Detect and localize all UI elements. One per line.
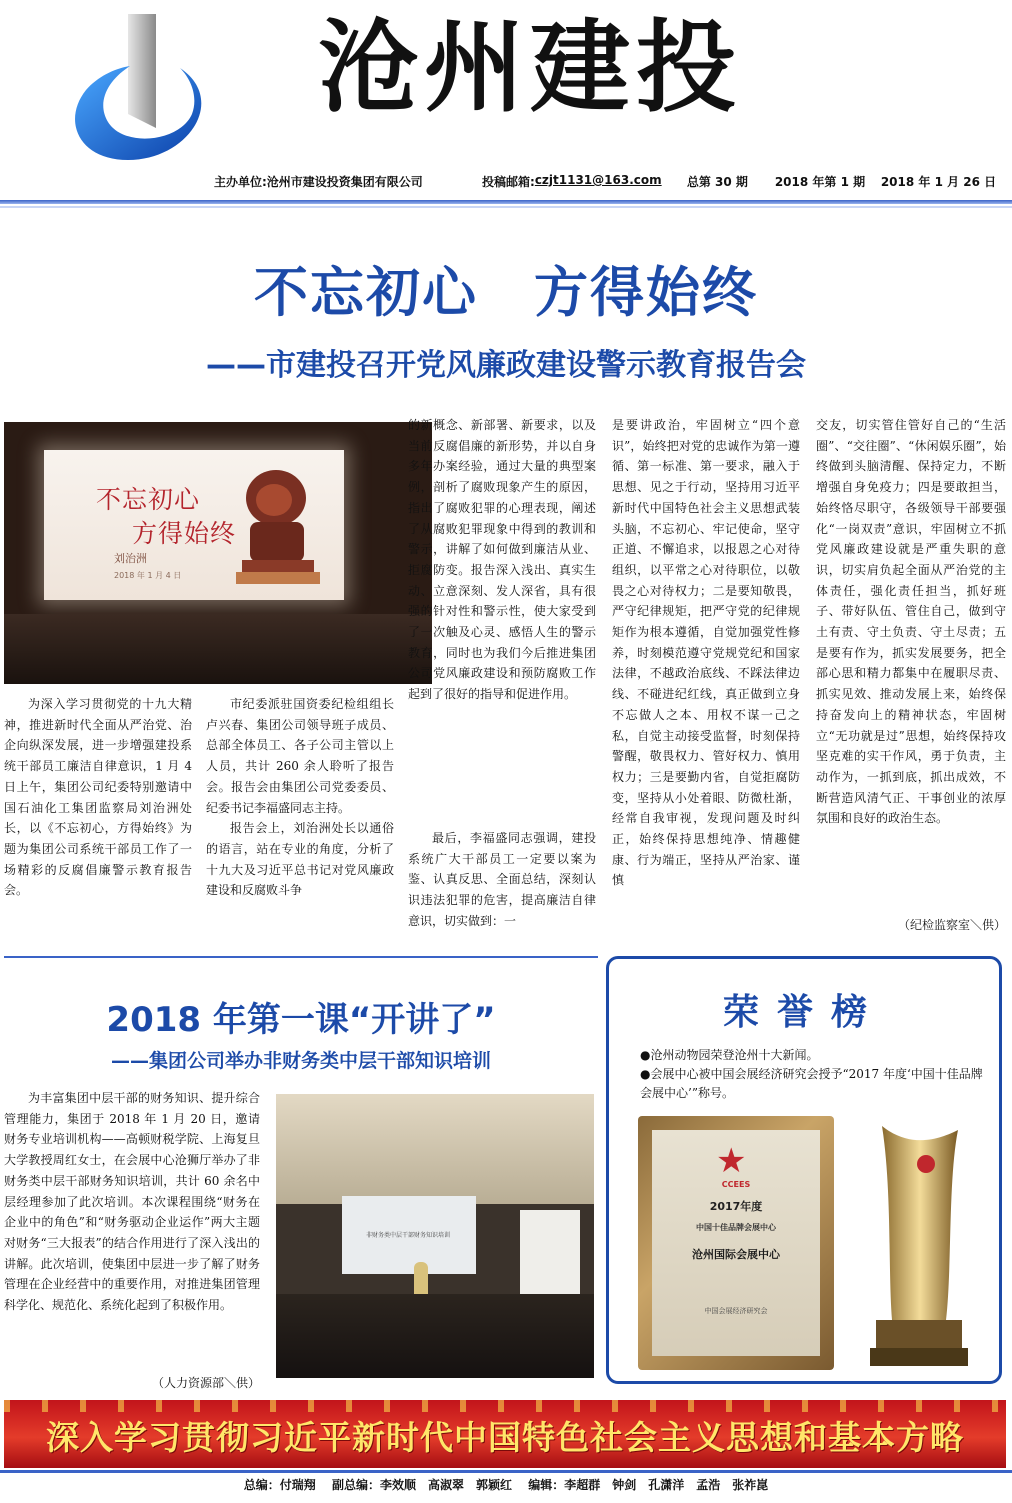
plaque-year: 2017年度 bbox=[709, 1200, 763, 1213]
masthead-divider-light bbox=[0, 206, 1012, 208]
paragraph: 最后，李福盛同志强调，建投系统广大干部员工一定要以案为鉴、认真反思、全面总结，深刻认识违法犯罪的危害，提高廉洁自律意识，切实做到：一 bbox=[408, 831, 596, 928]
paragraph: 报告会上，刘治洲处长以通俗的语言，站在专业的角度，分析了十九大及习近平总书记对党风廉政建设和反腐败斗争 bbox=[206, 821, 394, 898]
paragraph: 为丰富集团中层干部的财务知识、提升综合管理能力，集团于 2018 年 1 月 20 日，邀请财务专业培训机构——高顿财税学院、上海复旦大学教授周红女士，在会展中心沧狮厅举办了非财务类中层干部财务知识培训，共计 60 余名中层经理参加了此次培训。本次课程围绕“财务在企业中的角色”和“财务驱动企业运作”两大主题对财务“三大报表”的结合作用进行了深入浅出的讲解。此次培训，使集团中层进一步了解了财务管理在企业经营中的重要作用，对推进集团管理科学化、规范化、系统化起到了积极作用。 bbox=[4, 1091, 260, 1313]
honor-item: ●沧州动物园荣登沧州十大新闻。 bbox=[640, 1048, 819, 1062]
screen-title-line1: 不忘初心 bbox=[96, 485, 201, 514]
article1-column-1 bbox=[4, 694, 192, 901]
footer-divider bbox=[0, 1470, 1012, 1473]
plaque-winner: 沧州国际会展中心 bbox=[692, 1248, 780, 1261]
trainee-silhouettes bbox=[276, 1294, 594, 1378]
whiteboard bbox=[520, 1210, 580, 1294]
screen-date: 2018 年 1 月 4 日 bbox=[114, 571, 182, 580]
paragraph: 的新概念、新部署、新要求，以及当前反腐倡廉的新形势，并以自身多年办案经验，通过大量的典型案例，剖析了腐败现象产生的原因，指出了腐败犯罪的心理表现，阐述了从腐败犯罪现象中得到的教训和警示，讲解了如何做到廉洁从业、拒腐防变。报告深入浅出、真实生动、立意深刻、发人深省，具有很强的针对性和警示性，使大家受到了一次触及心灵、感悟人生的警示教育，同时也为我们今后推进集团公司党风廉政建设和预防腐败工作起到了很好的指导和促进作用。 bbox=[408, 418, 596, 702]
email-label: 投稿邮箱: bbox=[482, 175, 535, 189]
sponsor-label: 主办单位:沧州市建设投资集团有限公司 bbox=[214, 175, 423, 189]
article2-credit: （人力资源部＼供） bbox=[151, 1376, 260, 1390]
plaque-award: 中国十佳品牌会展中心 bbox=[696, 1223, 776, 1232]
issue-total: 总第 30 期 bbox=[686, 175, 748, 189]
masthead-info-row bbox=[214, 173, 1004, 190]
article2-subheadline: ——集团公司举办非财务类中层干部知识培训 bbox=[110, 1050, 491, 1072]
paragraph: 为深入学习贯彻党的十九大精神，推进新时代全面从严治党、治企向纵深发展，进一步增强建投系统干部员工廉洁自律意识，1 月 4 日上午，集团公司纪委特别邀请中国石油化工集团监察局刘治洲处长，以《不忘初心，方得始终》为题为集团公司系统干部员工作了一场精彩的反腐倡廉警示教育报告会。 bbox=[4, 697, 192, 898]
plaque-issuer: 中国会展经济研究会 bbox=[704, 1307, 768, 1315]
paragraph: 是要讲政治，牢固树立“四个意识”，始终把对党的忠诚作为第一遵循、第一标准、第一要求，融入于思想、见之于行动，坚持用习近平新时代中国特色社会主义思想武装头脑，不忘初心、牢记使命，坚守正道、不懈追求，以报恩之心对待组织，以平常之心对待职位，以敬畏之心对待权力；二是要知敬畏，严守纪律规矩，把严守党的纪律规矩作为根本遵循，自觉加强党性修养，时刻模范遵守党规党纪和国家法律，不越政治底线、不踩法律边线、不碰进纪红线，真正做到立身不忘做人之本、用权不谋一己之私，自觉主动接受监督，时刻保持警醒，敬畏权力、管好权力、慎用权力；三是要勤内省，自觉拒腐防变，坚持从小处着眼、防微杜渐，经常自我审视，发现问题及时纠正，始终保持思想纯净、情趣健康、行为端正，坚持从严治家、谨慎 bbox=[612, 418, 800, 888]
slide-title: 非财务类中层干部财务知识培训 bbox=[366, 1232, 451, 1239]
plaque-face bbox=[652, 1130, 820, 1356]
training-slide bbox=[342, 1196, 476, 1274]
article1-column-3 bbox=[408, 415, 596, 705]
ceiling bbox=[276, 1094, 594, 1204]
screen-speaker: 刘治洲 bbox=[114, 552, 147, 565]
article2-photo bbox=[276, 1094, 594, 1378]
paragraph: 交友，切实管住管好自己的“生活圈”、“交往圈”、“休闲娱乐圈”，始终做到头脑清醒、保持定力，不断增强自身免疫力；四是要敢担当，始终恪尽职守，各级领导干部要强化“一岗双责”意识，牢固树立不抓党风廉政建设就是严重失职的意识，切实肩负起全面从严治党的主体责任，强化责任担当，抓好班子、带好队伍、管住自己，做到守土有责、守土负责、守土尽责；五是要有作为，抓实发展要务，把全部心思和精力都集中在履职尽责、抓实见效、推动发展上来，始终保持奋发向上的精神状态，牢固树立“无功就是过”思想，始终保持攻坚克难的实干作风，勇于负责，主动作为，一抓到底，抓出成效，不断营造风清气正、干事创业的浓厚氛围和良好的政治生态。 bbox=[816, 418, 1006, 826]
article1-headline: 不忘初心 方得始终 bbox=[254, 261, 758, 324]
honor-item: ●会展中心被中国会展经济研究会授予“2017 年度‘中国十佳品牌会展中心’”称号。 bbox=[640, 1067, 983, 1100]
honor-title: 荣誉榜 bbox=[722, 992, 885, 1033]
article1-column-4 bbox=[612, 415, 800, 891]
article1-column-3-continued bbox=[408, 828, 596, 932]
editorial-credits bbox=[0, 1476, 1012, 1493]
issue-date: 2018 年 1 月 26 日 bbox=[880, 175, 997, 189]
award-plaque bbox=[638, 1116, 834, 1370]
star-icon: ★ bbox=[716, 1141, 747, 1181]
article2-headline: 2018 年第一课“开讲了” bbox=[106, 1000, 496, 1040]
section-divider bbox=[4, 956, 598, 958]
slogan-text: 深入学习贯彻习近平新时代中国特色社会主义思想和基本方略 bbox=[46, 1418, 964, 1457]
issue-year: 2018 年第 1 期 bbox=[774, 175, 866, 189]
chief-editor: 总编：付瑞翔 bbox=[243, 1478, 316, 1492]
honor-list bbox=[640, 1046, 984, 1103]
masthead-divider bbox=[0, 200, 1012, 204]
lantern-decoration bbox=[4, 1400, 1006, 1412]
plaque-logo-text: CCEES bbox=[721, 1180, 751, 1189]
audience-silhouette bbox=[4, 614, 432, 684]
article1-column-2 bbox=[206, 694, 394, 901]
projection-screen bbox=[44, 450, 344, 600]
screen-title-line2: 方得始终 bbox=[132, 519, 237, 548]
deputy-editors: 副总编：李效顺 高淑翠 郭颖红 bbox=[331, 1478, 512, 1492]
blue-swoosh-logo-icon bbox=[68, 10, 218, 170]
article1-photo bbox=[4, 422, 432, 684]
paragraph: 市纪委派驻国资委纪检组组长卢兴春、集团公司领导班子成员、总部全体员工、各子公司主管以上人员，共计 260 余人聆听了报告会。报告会由集团公司党委委员、纪委书记李福盛同志主持。 bbox=[206, 697, 394, 815]
article2-body bbox=[4, 1088, 260, 1316]
email-link[interactable]: czjt1131@163.com bbox=[534, 173, 662, 187]
newspaper-title: 沧州建投 bbox=[318, 9, 742, 126]
trophy-icon bbox=[862, 1120, 974, 1372]
article1-subheadline: ——市建投召开党风廉政建设警示教育报告会 bbox=[206, 348, 806, 383]
editors: 编辑：李超群 钟剑 孔潇洋 孟浩 张祚崑 bbox=[528, 1478, 769, 1492]
stone-lion-icon bbox=[226, 460, 326, 588]
article1-credit: （纪检监察室＼供） bbox=[897, 918, 1006, 932]
article1-column-5 bbox=[816, 415, 1006, 829]
